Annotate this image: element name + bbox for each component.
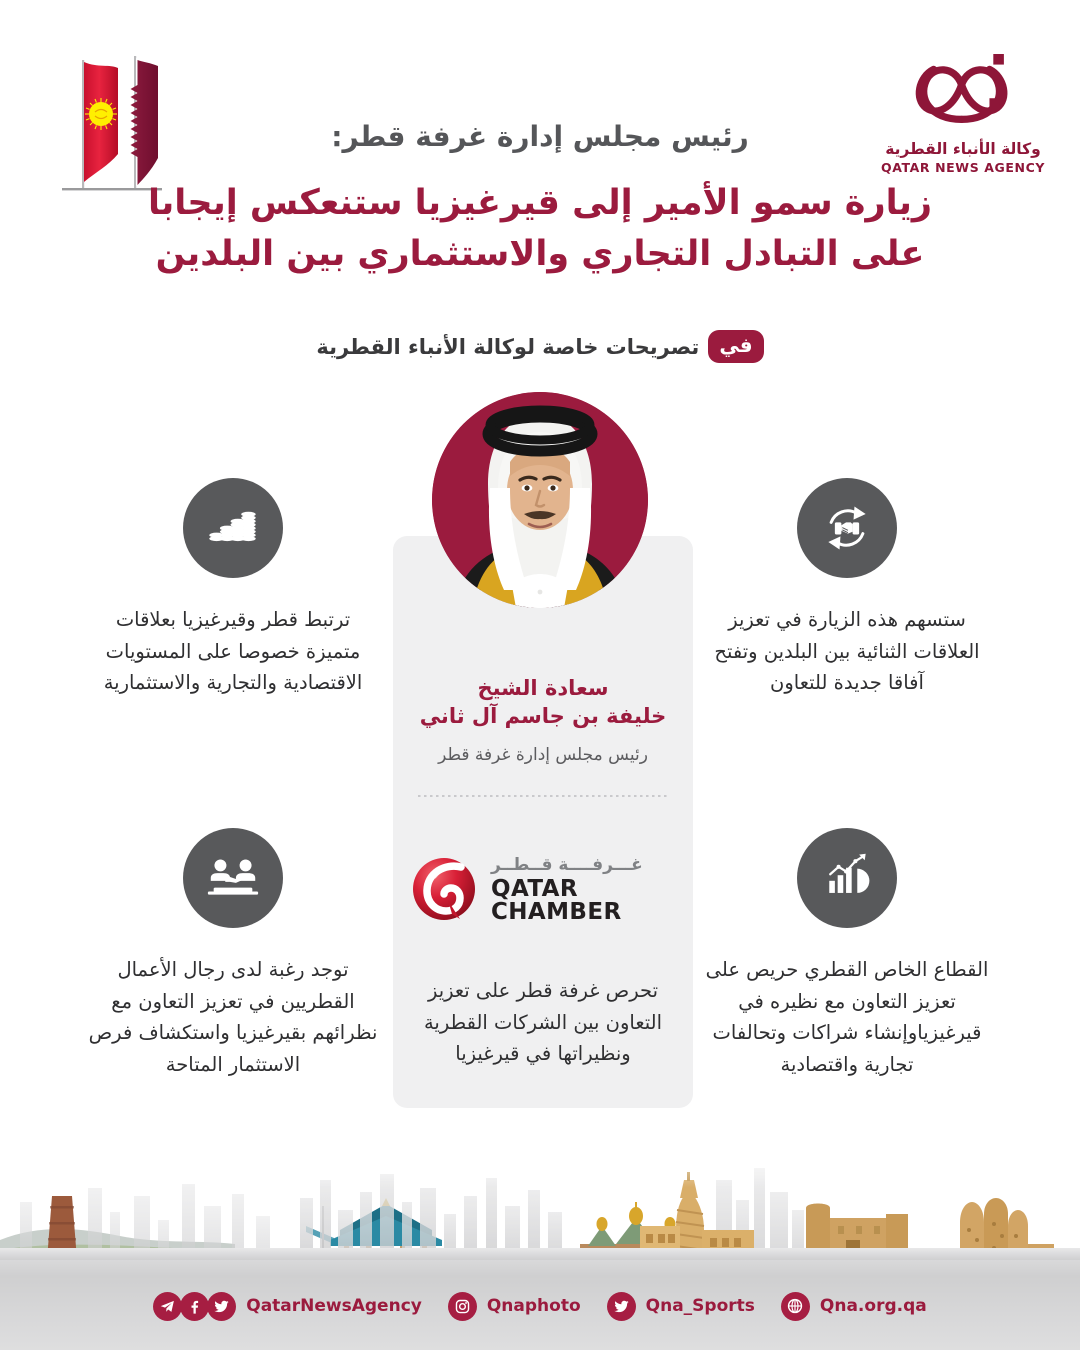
chamber-name-english: QATAR CHAMBER [491,875,622,925]
qna-logo [868,44,1058,189]
subtitle-badge: في [708,330,763,363]
divider [418,795,668,797]
twitter-icon[interactable] [207,1292,236,1321]
instagram-icon[interactable] [448,1292,477,1321]
chamber-name-arabic: غـــرفــــة قــطــر [491,854,643,875]
qna-name-arabic: وكالة الأنباء القطرية [885,140,1041,158]
social-label[interactable]: Qna_Sports [645,1296,755,1316]
person-title: رئيس مجلس إدارة غرفة قطر [438,745,648,765]
telegram-icon[interactable] [153,1292,182,1321]
social-label[interactable]: QatarNewsAgency [246,1296,422,1316]
social-group-website[interactable] [781,1292,927,1321]
business-meeting-icon [183,828,283,928]
qatar-chamber-logo [405,850,681,930]
fact-block-bottom-right [702,828,992,1080]
fact-text: القطاع الخاص القطري حريص على تعزيز التعاون مع نظيره في قيرغيزياوإنشاء شراكات وتحالفات تجارية واقتصادية [705,958,989,1076]
kicker-text: رئيس مجلس إدارة غرفة قطر: [331,120,749,153]
social-group-instagram[interactable] [448,1292,581,1321]
headline-line-2: على التبادل التجاري والاستثماري بين البلدين [155,233,925,274]
social-label[interactable]: Qna.org.qa [819,1296,927,1316]
handshake-cycle-icon [797,478,897,578]
person-name-line-1: سعادة الشيخ [477,676,609,700]
fact-block-top-right [702,478,992,699]
subtitle-row [0,330,1080,363]
fact-block-bottom-left [88,828,378,1080]
subtitle-text: تصريحات خاصة لوكالة الأنباء القطرية [316,334,700,359]
facebook-icon[interactable] [180,1292,209,1321]
coins-stack-icon [183,478,283,578]
avatar [432,392,648,608]
qna-name-english: QATAR NEWS AGENCY [880,160,1046,176]
person-name [400,674,686,731]
social-group-main[interactable] [153,1292,422,1321]
fact-text: ستسهم هذه الزيارة في تعزيز العلاقات الثنائية بين البلدين وتفتح آفاقا جديدة للتعاون [714,608,980,695]
twitter-icon[interactable] [607,1292,636,1321]
fact-block-top-left [88,478,378,699]
chamber-statement: تحرص غرفة قطر على تعزيز التعاون بين الشركات القطرية ونظيراتها في قيرغيزيا [423,979,663,1066]
social-footer [0,1286,1080,1326]
social-label[interactable]: Qnaphoto [486,1296,581,1316]
headline-line-1: زيارة سمو الأمير إلى قيرغيزيا ستنعكس إيجابا [147,183,933,223]
qatar-chamber-mark-icon [405,851,483,929]
fact-text: توجد رغبة لدى رجال الأعمال القطريين في تعزيز التعاون مع نظرائهم بقيرغيزيا واستكشاف فرص الاستثمار المتاحة [88,958,378,1076]
social-group-sports[interactable] [607,1292,755,1321]
person-name-line-2: خليفة بن جاسم آل ثاني [419,704,667,729]
chart-analytics-icon [797,828,897,928]
page-headline [90,178,990,280]
globe-icon[interactable] [781,1292,810,1321]
fact-text: ترتبط قطر وقيرغيزيا بعلاقات متميزة خصوصا على المستويات الاقتصادية والتجارية والاستثمارية [103,608,363,695]
